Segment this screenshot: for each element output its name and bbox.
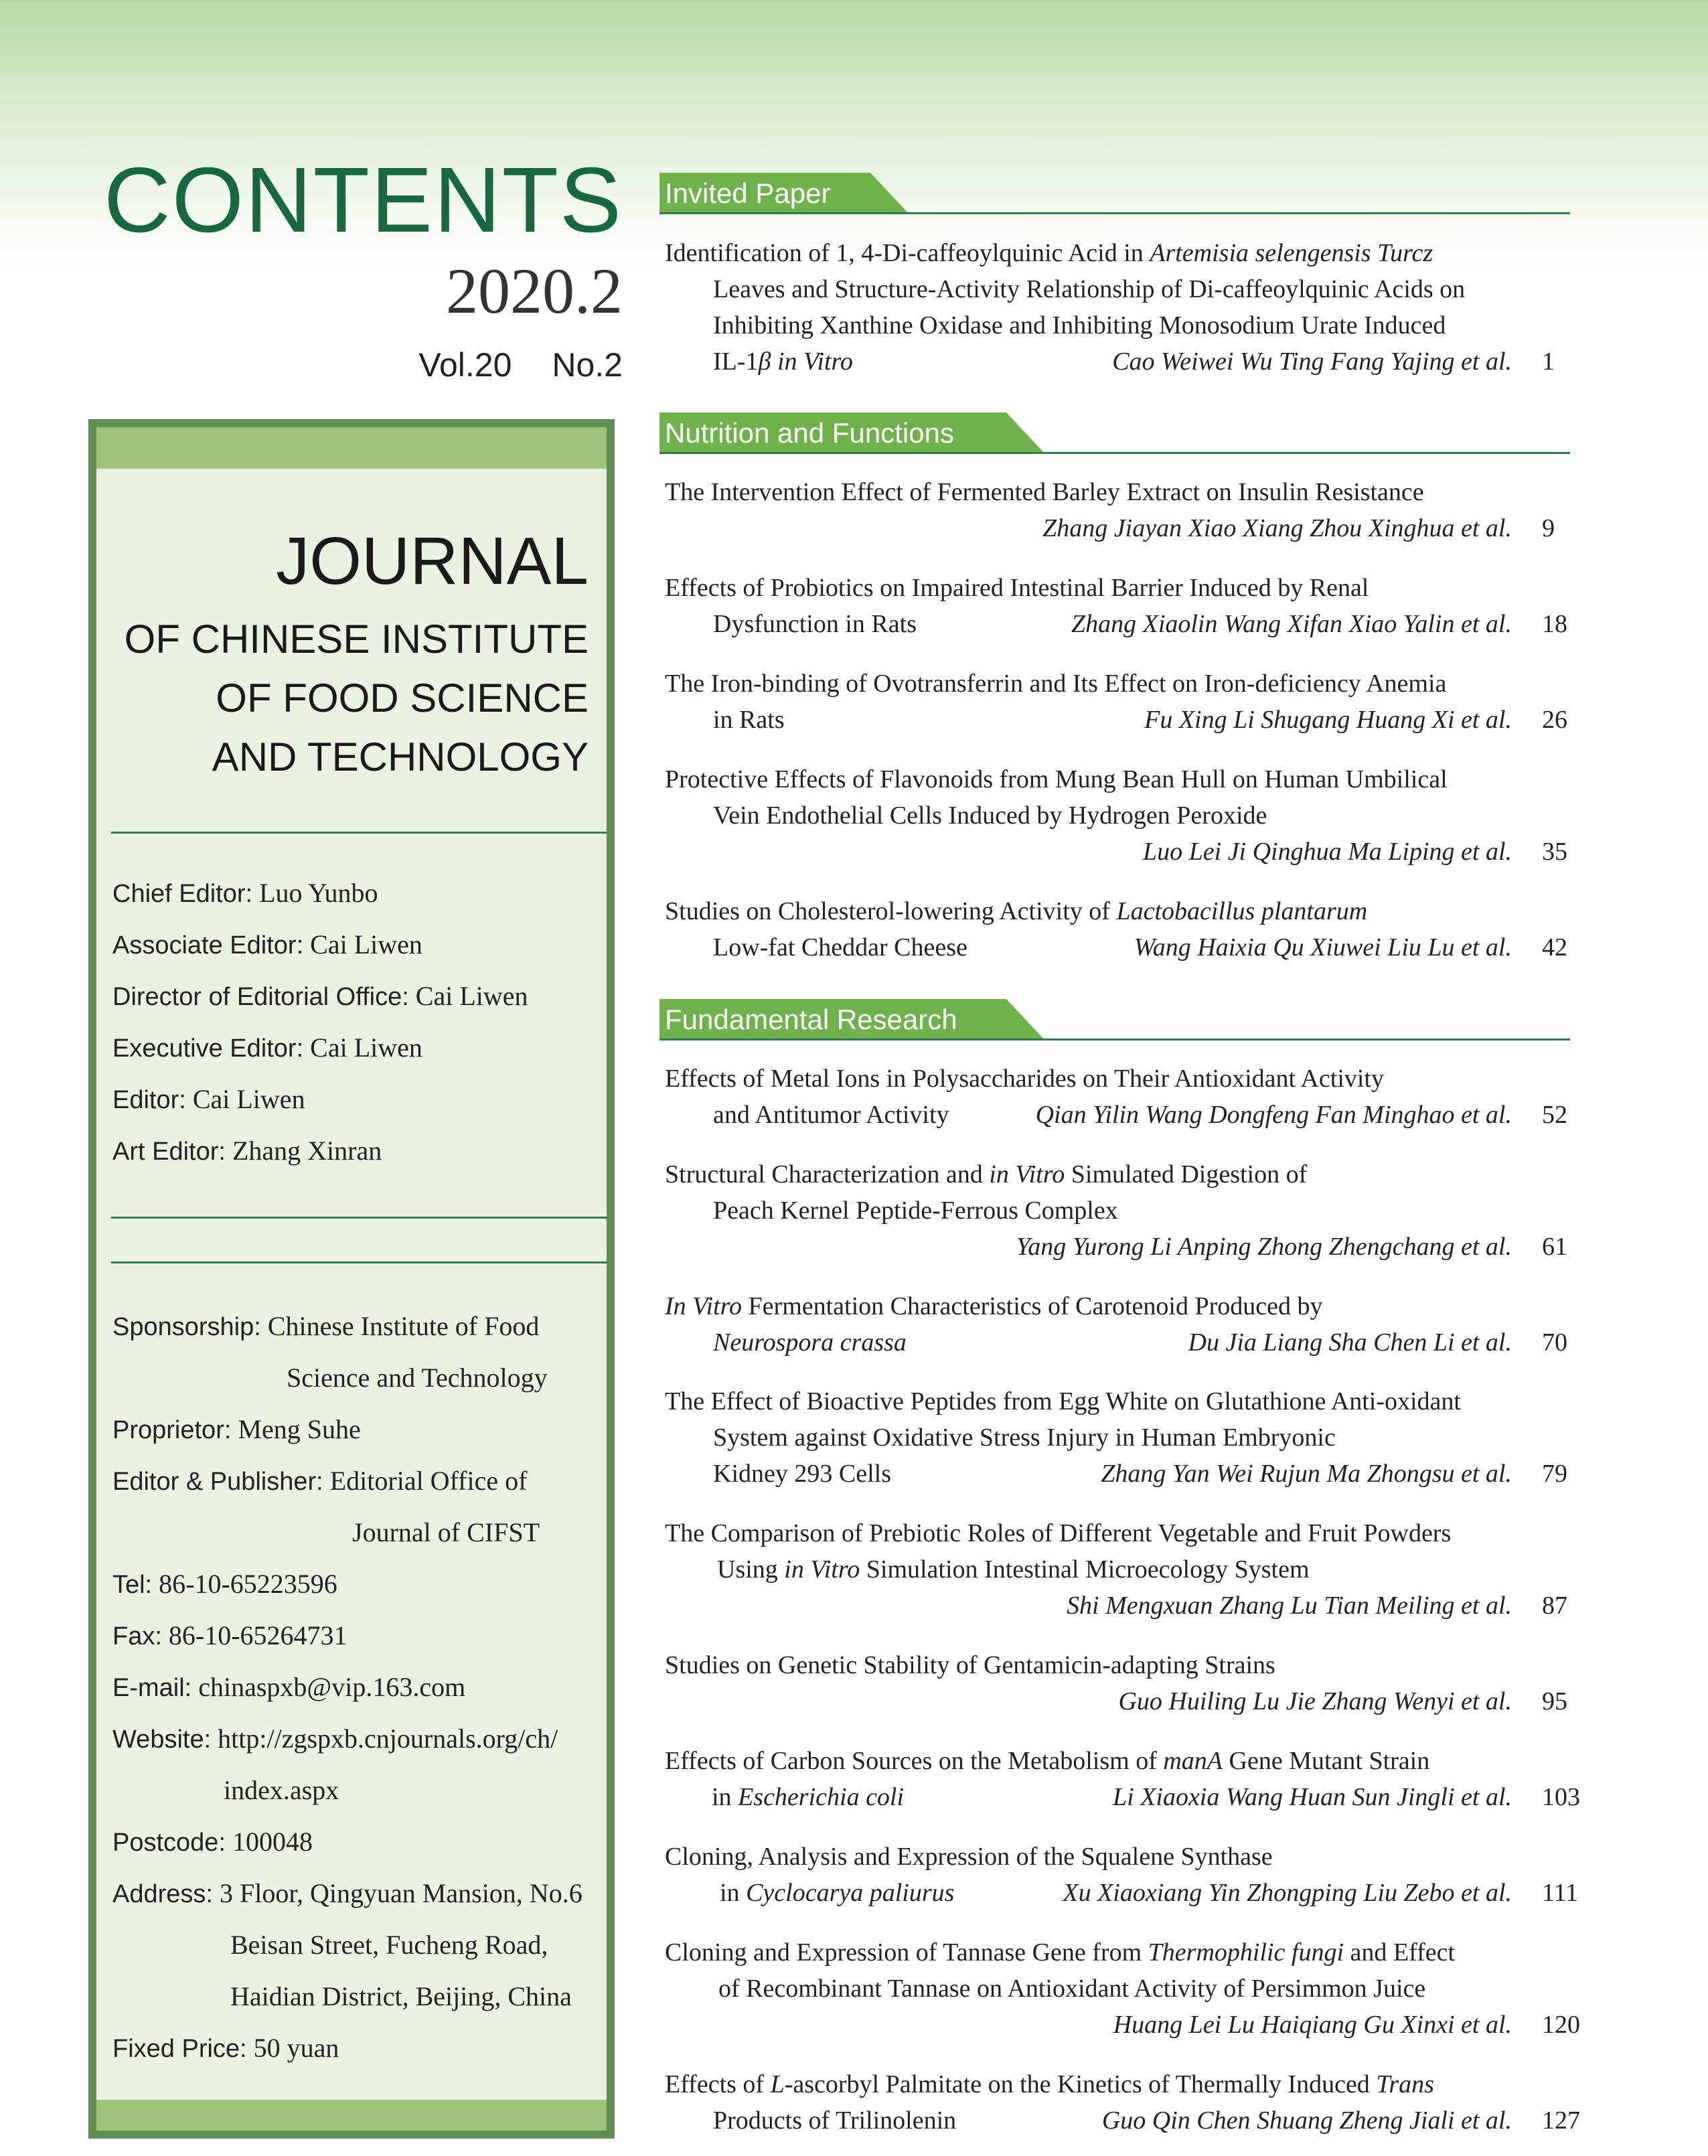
entry-title-line: The Comparison of Prebiotic Roles of Different Vegetable and Fruit Powders (665, 1519, 1452, 1547)
address (112, 1877, 583, 1911)
toc-entry (665, 1515, 1582, 1624)
journal-subtitle-line: AND TECHNOLOGY (212, 735, 589, 779)
issue-number: 2020.2 (446, 255, 623, 327)
entry-title-line: Cloning and Expression of Tannase Gene from Thermophilic fungi and Effect (665, 1938, 1456, 1967)
entry-title-line: Studies on Cholesterol-lowering Activity of Lactobacillus plantarum (665, 897, 1368, 925)
sponsorship (112, 1310, 539, 1344)
entry-title-line: Effects of L-ascorbyl Palmitate on the Kinetics of Thermally Induced Trans (665, 2070, 1434, 2098)
entry-page: 35 (1542, 838, 1567, 866)
fax (112, 1619, 347, 1653)
toc-entry (665, 1288, 1582, 1361)
info-label: Associate Editor: (112, 931, 304, 959)
entry-page: 79 (1542, 1460, 1567, 1488)
section-tab: Nutrition and Functions (659, 412, 1006, 454)
entry-title-line: Effects of Metal Ions in Polysaccharides on Their Antioxidant Activity (665, 1065, 1385, 1093)
toc-entry (665, 1383, 1582, 1492)
info-label: Editor: (112, 1086, 186, 1114)
entry-authors-line (665, 1588, 1582, 1624)
info-value: Luo Yunbo (259, 878, 378, 908)
entry-authors: Li Xiaoxia Wang Huan Sun Jingli et al. (1112, 1783, 1512, 1811)
info-value: 86-10-65223596 (159, 1569, 337, 1599)
panel-bottom-band (96, 2100, 607, 2131)
entry-title-line: of Recombinant Tannase on Antioxidant Activity of Persimmon Juice (718, 1975, 1426, 2003)
entry-title-line: IL-1β in Vitro Cao Weiwei Wu Ting Fang Yajing et al. 1 (665, 343, 1582, 380)
section-rule (659, 1038, 1570, 1041)
chief-editor (112, 876, 378, 911)
info-value: chinaspxb@vip.163.com (198, 1672, 466, 1702)
divider (111, 832, 607, 834)
entry-page: 18 (1542, 610, 1567, 638)
info-label: Fax: (112, 1622, 162, 1650)
info-value: Zhang Xinran (232, 1136, 382, 1166)
info-value: Chinese Institute of Food (267, 1311, 540, 1341)
entry-title-line: The Iron-binding of Ovotransferrin and Its Effect on Iron-deficiency Anemia (665, 670, 1447, 698)
entry-page: 103 (1542, 1783, 1580, 1811)
entry-title-line: Low-fat Cheddar Cheese Wang Haixia Qu Xiuwei Liu Lu et al. 42 (665, 929, 1582, 966)
journal-subtitle-line: OF FOOD SCIENCE (216, 676, 589, 720)
journal-info-panel (88, 419, 615, 2139)
info-value: Editorial Office of (329, 1466, 528, 1496)
info-label: Art Editor: (112, 1138, 226, 1166)
editor (112, 1083, 305, 1117)
entry-page: 61 (1542, 1233, 1567, 1261)
info-value: 50 yuan (253, 2033, 339, 2063)
info-label: Website: (112, 1725, 212, 1754)
toc-entry (665, 2066, 1582, 2139)
entry-authors: Yang Yurong Li Anping Zhong Zhengchang et al. (1016, 1233, 1512, 1261)
entry-page: 52 (1542, 1101, 1567, 1129)
info-value: Cai Liwen (310, 929, 422, 959)
entry-page: 95 (1542, 1687, 1567, 1715)
info-label: Chief Editor: (112, 880, 253, 908)
entry-title-line: Leaves and Structure-Activity Relationship of Di-caffeoylquinic Acids on (713, 275, 1466, 303)
journal-title: JOURNAL (276, 524, 589, 599)
entry-page: 70 (1542, 1328, 1567, 1357)
entry-authors: Shi Mengxuan Zhang Lu Tian Meiling et al. (1067, 1592, 1512, 1620)
entry-page: 26 (1542, 706, 1567, 734)
website-cont: index.aspx (224, 1775, 339, 1805)
info-value: http://zgspxb.cnjournals.org/ch/ (218, 1723, 558, 1754)
info-value: 3 Floor, Qingyuan Mansion, No.6 (219, 1878, 583, 1908)
art-editor (112, 1134, 382, 1168)
director-editorial-office (112, 980, 528, 1014)
info-label: Director of Editorial Office: (112, 983, 409, 1011)
entry-authors: Luo Lei Ji Qinghua Ma Liping et al. (1143, 838, 1512, 866)
entry-title-line: Effects of Probiotics on Impaired Intestinal Barrier Induced by Renal (665, 574, 1369, 602)
entry-title-line: Using in Vitro Simulation Intestinal Microecology System (717, 1555, 1310, 1584)
entry-authors-line (665, 1683, 1582, 1719)
divider (111, 1217, 607, 1219)
entry-authors-line (665, 1229, 1582, 1265)
entry-page: 87 (1542, 1592, 1567, 1620)
entry-title-line: Identification of 1, 4-Di-caffeoylquinic Acid in Artemisia selengensis Turcz (665, 239, 1433, 267)
toc-entry (665, 1743, 1582, 1815)
section-tab: Invited Paper (659, 173, 870, 214)
entry-title-line: Dysfunction in Rats Zhang Xiaolin Wang Xifan Xiao Yalin et al. 18 (665, 606, 1582, 642)
section-tab: Fundamental Research (659, 999, 1006, 1041)
entry-authors: Cao Weiwei Wu Ting Fang Yajing et al. (1112, 348, 1512, 376)
section-header-nutrition-and-functions (659, 412, 1570, 454)
info-label: Address: (112, 1880, 213, 1908)
entry-title-line: in Rats Fu Xing Li Shugang Huang Xi et al. 26 (665, 702, 1582, 738)
info-value: Cai Liwen (310, 1032, 422, 1063)
info-label: E-mail: (112, 1674, 192, 1702)
entry-page: 127 (1542, 2106, 1580, 2135)
entry-page: 9 (1542, 514, 1555, 542)
entry-title-line: The Intervention Effect of Fermented Barley Extract on Insulin Resistance (665, 478, 1424, 506)
entry-title-line: and Antitumor Activity Qian Yilin Wang Dongfeng Fan Minghao et al. 52 (665, 1097, 1582, 1133)
info-value: 100048 (232, 1827, 313, 1857)
entry-authors: Zhang Jiayan Xiao Xiang Zhou Xinghua et al. (1042, 514, 1512, 542)
editor-publisher-cont: Journal of CIFST (352, 1517, 540, 1547)
entry-title-line: Studies on Genetic Stability of Gentamicin-adapting Strains (665, 1651, 1275, 1679)
number-label: No.2 (552, 346, 623, 384)
entry-title-line: Cloning, Analysis and Expression of the Squalene Synthase (665, 1843, 1273, 1871)
entry-authors: Guo Qin Chen Shuang Zheng Jiali et al. (1101, 2106, 1512, 2135)
volume-line (0, 345, 623, 385)
entry-authors: Zhang Xiaolin Wang Xifan Xiao Yalin et al. (1071, 610, 1512, 638)
website (112, 1722, 558, 1756)
entry-authors: Xu Xiaoxiang Yin Zhongping Liu Zebo et al. (1063, 1879, 1512, 1907)
entry-page: 111 (1542, 1879, 1579, 1907)
toc-entry (665, 474, 1582, 546)
info-value: Cai Liwen (192, 1084, 305, 1114)
toc-entry (665, 235, 1582, 380)
entry-title-line: System against Oxidative Stress Injury in Human Embryonic (713, 1423, 1336, 1452)
telephone (112, 1567, 337, 1602)
entry-title-line: The Effect of Bioactive Peptides from Egg White on Glutathione Anti-oxidant (665, 1387, 1461, 1415)
volume-label: Vol.20 (418, 346, 512, 384)
entry-title-line: in Escherichia coli Li Xiaoxia Wang Huan Sun Jingli et al. 103 (665, 1779, 1582, 1815)
entry-authors-line (665, 2007, 1582, 2043)
entry-authors-line (665, 834, 1582, 870)
entry-title-line: In Vitro Fermentation Characteristics of Carotenoid Produced by (665, 1292, 1323, 1320)
entry-page: 1 (1542, 348, 1555, 376)
toc-entry (665, 570, 1582, 642)
toc-entry (665, 761, 1582, 870)
address-line: Haidian District, Beijing, China (230, 1981, 572, 2011)
entry-title-line: Inhibiting Xanthine Oxidase and Inhibiting Monosodium Urate Induced (713, 311, 1446, 339)
contents-title: CONTENTS (104, 149, 623, 252)
entry-authors: Wang Haixia Qu Xiuwei Liu Lu et al. (1134, 933, 1512, 961)
executive-editor (112, 1031, 422, 1065)
entry-authors: Zhang Yan Wei Rujun Ma Zhongsu et al. (1101, 1460, 1512, 1488)
entry-authors: Guo Huiling Lu Jie Zhang Wenyi et al. (1118, 1687, 1512, 1715)
journal-subtitle-line: OF CHINESE INSTITUTE (124, 617, 589, 662)
entry-title-line: in Cyclocarya paliurus Xu Xiaoxiang Yin Zhongping Liu Zebo et al. 111 (665, 1875, 1582, 1911)
entry-title-line: Kidney 293 Cells Zhang Yan Wei Rujun Ma Zhongsu et al. 79 (665, 1456, 1582, 1492)
info-value: 86-10-65264731 (168, 1620, 347, 1650)
divider (111, 1261, 607, 1263)
info-label: Proprietor: (112, 1416, 232, 1444)
section-header-invited-paper (659, 173, 1570, 214)
entry-title-line: Effects of Carbon Sources on the Metabolism of manA Gene Mutant Strain (665, 1747, 1430, 1775)
toc-entry (665, 1839, 1582, 1911)
info-label: Executive Editor: (112, 1034, 304, 1063)
entry-title-line: Vein Endothelial Cells Induced by Hydrogen Peroxide (713, 801, 1267, 830)
toc-entry (665, 1647, 1582, 1719)
email (112, 1671, 465, 1705)
address-line: Beisan Street, Fucheng Road, (230, 1930, 548, 1960)
toc-entry (665, 666, 1582, 738)
toc-entry (665, 1156, 1582, 1265)
info-value: Meng Suhe (238, 1414, 361, 1444)
entry-authors: Fu Xing Li Shugang Huang Xi et al. (1144, 706, 1512, 734)
info-label: Editor & Publisher: (112, 1468, 323, 1496)
section-rule (659, 452, 1570, 454)
info-label: Sponsorship: (112, 1313, 261, 1341)
entry-title-line: Products of Trilinolenin Guo Qin Chen Shuang Zheng Jiali et al. 127 (665, 2102, 1582, 2139)
toc-entry (665, 1061, 1582, 1133)
fixed-price (112, 2031, 339, 2066)
info-label: Fixed Price: (112, 2035, 247, 2063)
section-rule (659, 212, 1570, 214)
section-header-fundamental-research (659, 999, 1570, 1041)
info-label: Postcode: (112, 1829, 226, 1857)
entry-title-line: Structural Characterization and in Vitro Simulated Digestion of (665, 1160, 1308, 1188)
info-value: Cai Liwen (415, 981, 528, 1011)
entry-authors: Du Jia Liang Sha Chen Li et al. (1188, 1328, 1512, 1357)
entry-page: 120 (1542, 2011, 1580, 2039)
associate-editor (112, 928, 422, 962)
info-label: Tel: (112, 1571, 153, 1599)
toc-entry (665, 893, 1582, 966)
toc-entry (665, 1934, 1582, 2043)
entry-title-line: Protective Effects of Flavonoids from Mung Bean Hull on Human Umbilical (665, 765, 1448, 793)
proprietor (112, 1413, 361, 1447)
editor-publisher (112, 1464, 527, 1498)
panel-top-band (96, 427, 607, 469)
entry-title-line: Peach Kernel Peptide-Ferrous Complex (713, 1197, 1118, 1225)
entry-authors: Huang Lei Lu Haiqiang Gu Xinxi et al. (1113, 2011, 1512, 2039)
entry-title-line: Neurospora crassa Du Jia Liang Sha Chen Li et al. 70 (665, 1324, 1582, 1361)
postcode (112, 1825, 313, 1859)
entry-page: 42 (1542, 933, 1567, 961)
entry-authors-line (665, 510, 1582, 546)
sponsorship-cont: Science and Technology (287, 1363, 548, 1393)
entry-authors: Qian Yilin Wang Dongfeng Fan Minghao et al. (1035, 1101, 1512, 1129)
